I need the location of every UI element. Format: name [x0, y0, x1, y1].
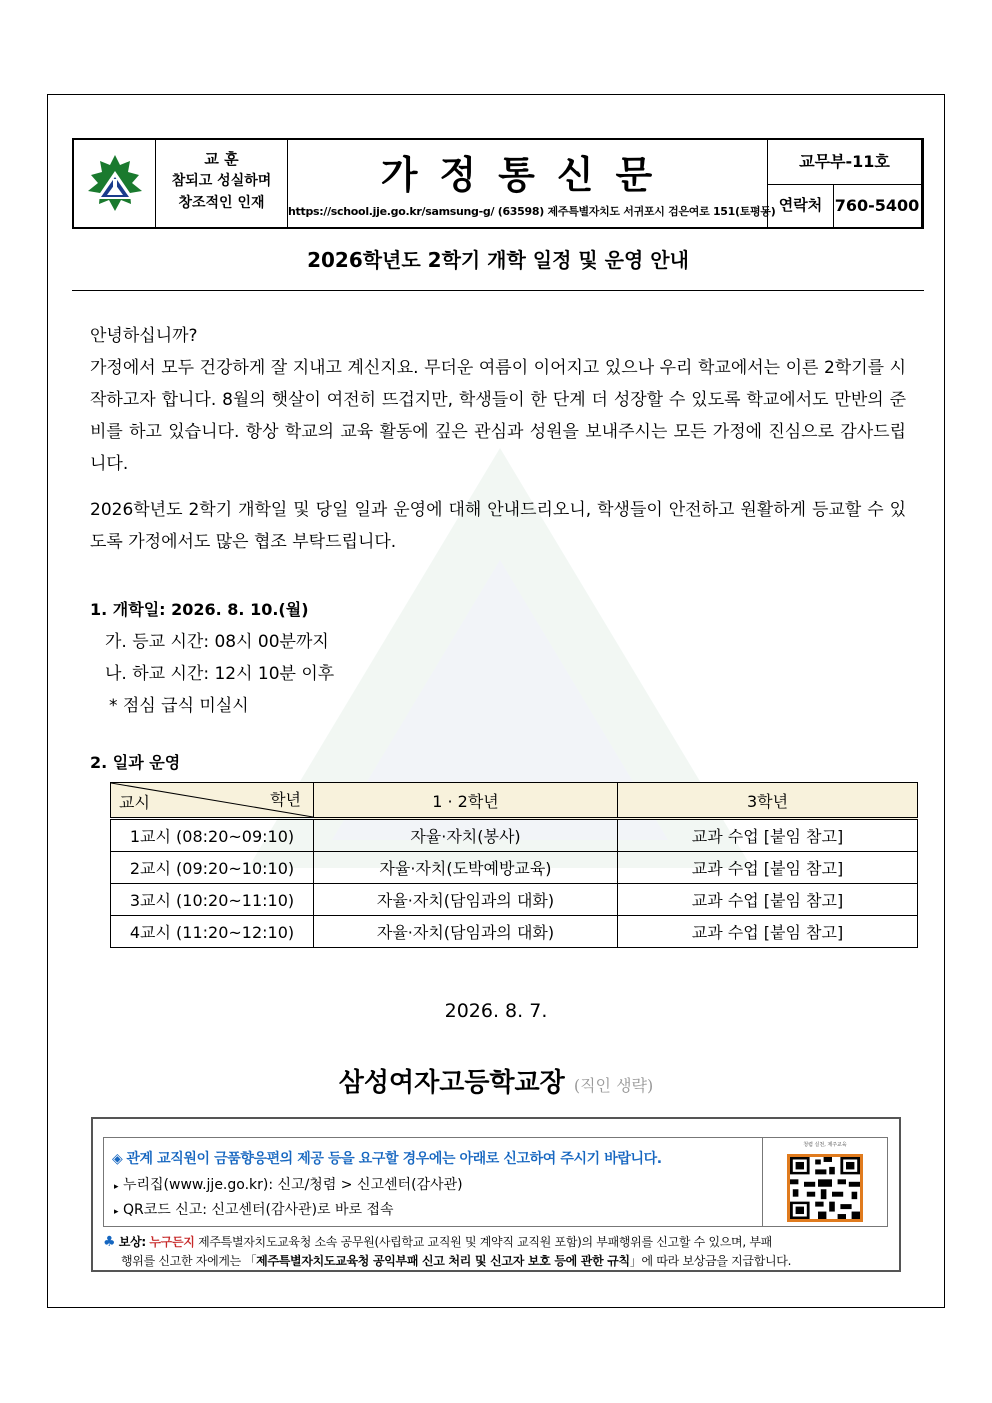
header-grade-3: 3학년 [618, 783, 918, 819]
period-cell: 2교시 (09:20~10:10) [111, 852, 314, 884]
header-grade: 학년 [270, 790, 301, 809]
grade12-cell: 자율·자치(도박예방교육) [314, 852, 618, 884]
newsletter-header [72, 138, 924, 229]
qr-cell [762, 1138, 887, 1226]
paragraph-1: 가정에서 모두 건강하게 잘 지내고 계신지요. 무더운 여름이 이어지고 있으나 우리 학교에서는 이른 2학기를 시작하고자 합니다. 8월의 햇살이 여전히 뜨겁지만, 학생들이 한 단계 더 성장할 수 있도록 학교에서도 만반의 준비를 하고 있습니다. 항상 학교의 교육 활동에 깊은 관심과 성원을 보내주시는 모든 가정에 진심으로 감사드립니다. [90, 358, 906, 474]
contact-label: 연락처 [768, 184, 834, 227]
paragraph-2: 2026학년도 2학기 개학일 및 당일 일과 운영에 대해 안내드리오니, 학생들이 안전하고 원활하게 등교할 수 있도록 가정에서도 많은 협조 부탁드립니다. [90, 500, 906, 552]
qr-caption: 청렴 실천, 제주교육 [803, 1142, 847, 1148]
motto-line1: 참되고 성실하며 [171, 173, 272, 189]
motto-line2: 창조적인 인재 [178, 195, 265, 211]
section1-item-b: 나. 하교 시간: 12시 10분 이후 [105, 664, 335, 684]
school-motto [156, 140, 288, 227]
club-icon: ♣ [103, 1234, 116, 1250]
header-grade-1-2: 1 · 2학년 [314, 783, 618, 819]
issue-date: 2026. 8. 7. [444, 1000, 548, 1022]
grade12-cell: 자율·자치(담임과의 대화) [314, 884, 618, 916]
grade3-cell: 교과 수업 [붙임 참고] [618, 819, 918, 852]
contact-value: 760-5400 [834, 196, 920, 215]
grade12-cell: 자율·자치(담임과의 대화) [314, 916, 618, 948]
section1-title: 1. 개학일: 2026. 8. 10.(월) [90, 600, 309, 619]
anti-corruption-notice [91, 1117, 901, 1272]
grade3-cell: 교과 수업 [붙임 참고] [618, 852, 918, 884]
diamond-icon: ◈ [112, 1151, 123, 1167]
notice-headline: ◈ 관계 교직원이 금품향응편의 제공 등을 요구할 경우에는 아래로 신고하여 주시기 바랍니다. [112, 1151, 662, 1167]
table-row [111, 916, 918, 948]
principal-name: 삼성여자고등학교장 [338, 1068, 565, 1098]
notice-line-2: ▸ QR코드 신고: 신고센터(감사관)로 바로 접속 [114, 1202, 394, 1218]
notice-line-1 [114, 1174, 463, 1194]
section1-note: * 점심 급식 미실시 [109, 696, 249, 716]
subject-title: 2026학년도 2학기 개학 일정 및 운영 안내 [307, 248, 689, 272]
reward-text: ♣ 보상: 누구든지 제주특별자치도교육청 소속 공무원(사립학교 교직원 및 계약직 교직원 포함)의 부패행위를 신고할 수 있으며, 부패 행위를 신고한 자에게는 「제주특별자치도교육청 공익부패 신고 처리 및 신고자 보호 등에 관한 규칙」에 따라 보상금을 지급합니다. [103, 1234, 792, 1268]
subject-divider [72, 290, 924, 291]
grade3-cell: 교과 수업 [붙임 참고] [618, 916, 918, 948]
header-period: 교시 [119, 793, 150, 812]
principal-signature [0, 1062, 992, 1099]
table-row [111, 884, 918, 916]
table-row [111, 819, 918, 852]
header-diagonal-cell [111, 783, 314, 819]
triangle-bullet-icon: ▸ [114, 1207, 119, 1217]
period-cell: 4교시 (11:20~12:10) [111, 916, 314, 948]
doc-number: 교무부-11호 [768, 140, 921, 185]
grade12-cell: 자율·자치(봉사) [314, 819, 618, 852]
period-cell: 1교시 (08:20~09:10) [111, 819, 314, 852]
table-row [111, 852, 918, 884]
seal-note: (직인 생략) [573, 1076, 654, 1095]
qr-code-icon[interactable] [787, 1154, 863, 1222]
triangle-bullet-icon: ▸ [114, 1182, 119, 1192]
grade3-cell: 교과 수업 [붙임 참고] [618, 884, 918, 916]
schedule-table [110, 782, 918, 948]
report-website-link[interactable]: 누리집(www.jje.go.kr): 신고/청렴 > 신고센터(감사관) [122, 1177, 463, 1193]
section2-title: 2. 일과 운영 [90, 753, 181, 772]
newsletter-title: 가정통신문 [380, 153, 675, 197]
notice-inner-box [103, 1137, 888, 1227]
school-emblem-icon [84, 153, 146, 215]
motto-label: 교 훈 [204, 150, 239, 168]
title-cell [288, 140, 776, 227]
school-address: https://school.jje.go.kr/samsung-g/ (63598) 제주특별자치도 서귀포시 검은여로 151(토평동) [288, 205, 776, 218]
doc-info [768, 140, 922, 227]
period-cell: 3교시 (10:20~11:10) [111, 884, 314, 916]
section1-item-a: 가. 등교 시간: 08시 00분까지 [105, 632, 329, 652]
greeting: 안녕하십니까? [90, 326, 198, 346]
school-logo [74, 140, 156, 227]
